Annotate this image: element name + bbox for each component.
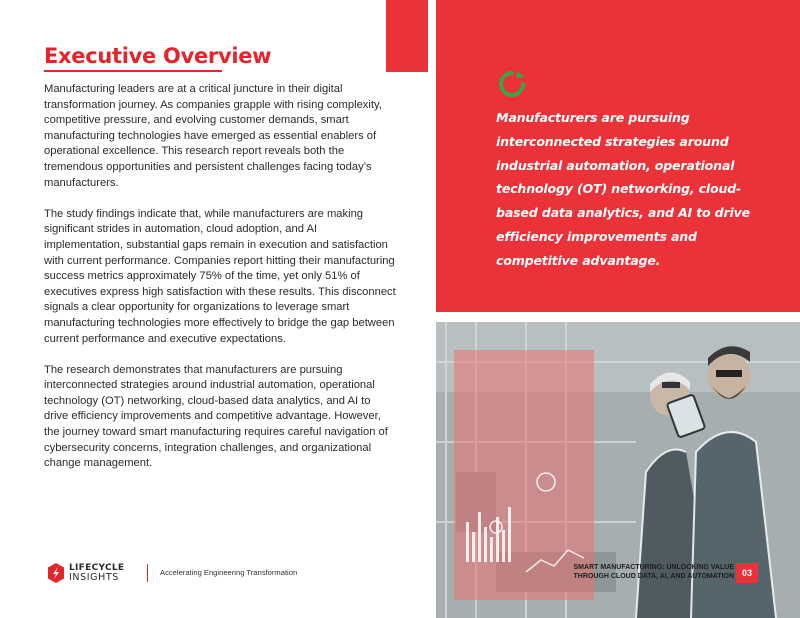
page-number: 03	[736, 563, 758, 583]
caption-line-1: SMART MANUFACTURING: UNLOCKING VALUE	[573, 564, 734, 572]
top-accent-block	[386, 0, 428, 72]
paragraph-2: The study findings indicate that, while manufacturers are making significant strides in automation, cloud adoption, and AI implementation, substantial gaps remain in execution and satisfaction with current performance. Companies report hitting their manufacturing success metrics approximately 75% of the time, yet only 51% of executives express high satisfaction with these results. This disconnect signals a clear opportunity for organizations to leverage smart manufacturing technologies more effectively to bridge the gap between current performance and executive expectations.	[44, 207, 396, 345]
paragraph-1: Manufacturing leaders are at a critical juncture in their digital transformation journey. As companies grapple with rising complexity, competitive pressure, and evolving customer demands, smart manufacturing technologies have emerged as essential enablers of operational excellence. This research report reveals both the tremendous opportunities and persistent challenges facing today’s manufacturers.	[44, 83, 382, 189]
cycle-arrow-icon	[496, 68, 528, 100]
footer-brand	[69, 564, 124, 582]
photo-caption	[574, 564, 734, 582]
brand-line-1: LIFECYCLE	[69, 563, 125, 573]
caption-line-2: THROUGH CLOUD DATA, AI, AND AUTOMATION	[573, 573, 734, 581]
lifecycle-logo-icon	[46, 562, 66, 584]
footer-tagline: Accelerating Engineering Transformation	[160, 568, 298, 577]
page-title: Executive Overview	[44, 44, 272, 68]
pull-quote: Manufacturers are pursuing interconnected strategies around industrial automation, operational technology (OT) networking, cloud-based data analytics, and AI to drive efficiency improvements and competitive advantage.	[496, 110, 750, 268]
title-underline	[44, 70, 222, 72]
brand-line-2: INSIGHTS	[69, 572, 119, 583]
footer-divider	[147, 564, 148, 582]
pull-quote-panel	[436, 0, 800, 312]
body-text	[44, 82, 396, 487]
paragraph-3: The research demonstrates that manufacturers are pursuing interconnected strategies around industrial automation, operational technology (OT) networking, cloud-based data analytics, and AI to drive efficiency improvements and competitive advantage. However, the journey toward smart manufacturing requires careful navigation of cybersecurity concerns, integration challenges, and organizational change management.	[44, 363, 388, 470]
